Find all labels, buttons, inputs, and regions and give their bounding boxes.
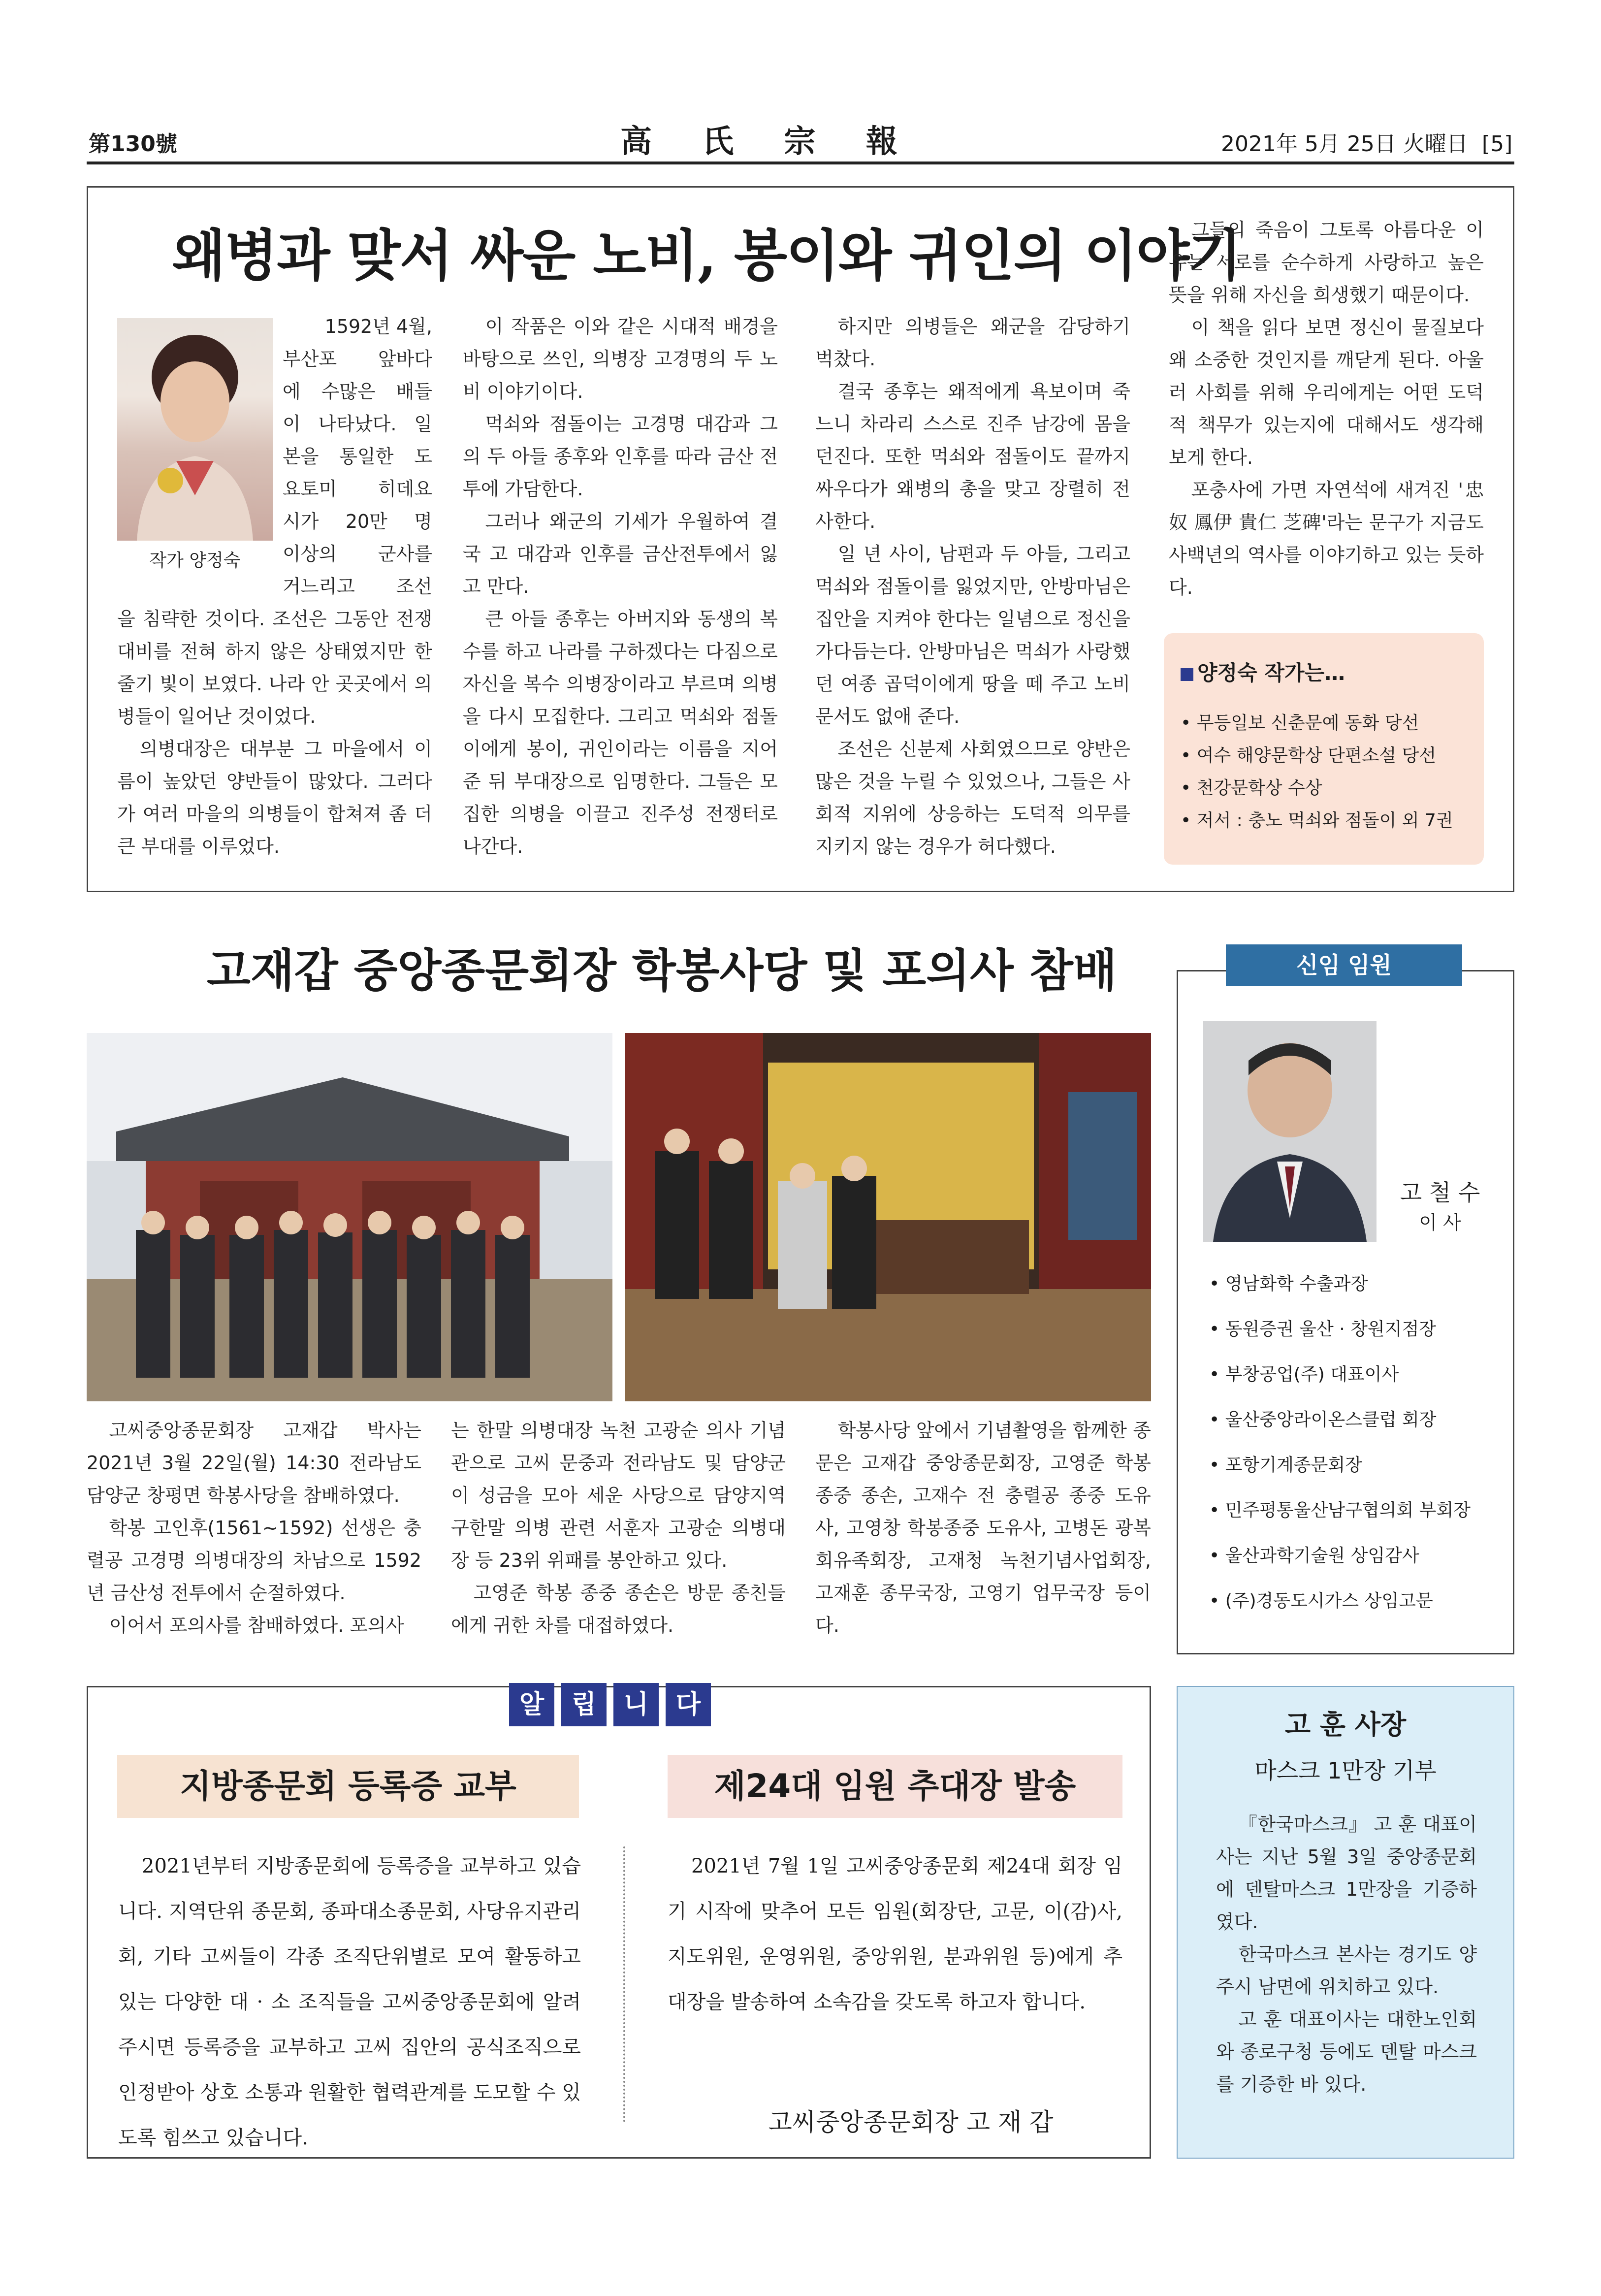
author-box-item: • 천강문학상 수상 bbox=[1181, 778, 1322, 798]
col1-line-5: 요토미 히데요 bbox=[283, 478, 432, 500]
col3-p3: 일 년 사이, 남편과 두 아들, 그리고 먹쇠와 점돌이를 잃었지만, 안방마님은 집안을 지켜야 한다는 일념으로 정신을 가다듬는다. 안방마님은 먹쇠가 사랑했던 여종 곱덕이에게 땅을 떼 주고 노비 문서도 없애 준다. bbox=[815, 543, 1130, 727]
donation-p2: 한국마스크 본사는 경기도 양주시 남면에 위치하고 있다. bbox=[1216, 1943, 1477, 1998]
article1-col2 bbox=[463, 310, 778, 863]
officer-photo bbox=[1203, 1021, 1377, 1242]
masthead: 高 氏 宗 報 bbox=[620, 123, 917, 160]
officer-career-list bbox=[1209, 1261, 1471, 1624]
article1-col1-wrap bbox=[283, 310, 432, 603]
shrine-interior-photo-icon bbox=[625, 1033, 1151, 1401]
officer-career-item: • 울산과학기술원 상임감사 bbox=[1209, 1546, 1419, 1566]
col1-line-6: 시가 20만 명 bbox=[283, 511, 432, 532]
a2-col1-p2: 학봉 고인후(1561~1592) 선생은 충렬공 고경명 의병대장의 차남으로 1592년 금산성 전투에서 순절하였다. bbox=[87, 1517, 421, 1604]
a2-col1-p3: 이어서 포의사를 참배하였다. 포의사 bbox=[109, 1615, 404, 1636]
col4-p3: 포충사에 가면 자연석에 새겨진 '忠奴 鳳伊 貴仁 芝碑'라는 문구가 지금도 사백년의 역사를 이야기하고 있는 듯하다. bbox=[1169, 479, 1484, 598]
issue-date bbox=[1221, 126, 1512, 158]
date-text: 2021年 5月 25日 火曜日 bbox=[1221, 131, 1468, 157]
col1-line-3: 이 나타났다. 일 bbox=[283, 413, 432, 435]
officer-career-item: • 포항기계종문회장 bbox=[1209, 1455, 1362, 1475]
author-portrait-icon bbox=[117, 318, 273, 541]
article1-col4 bbox=[1169, 214, 1484, 604]
notice-right-body: 2021년 7월 1일 고씨중앙종문회 제24대 회장 임기 시작에 맞추어 모든 임원(회장단, 고문, 이(감)사, 지도위원, 운영위원, 중앙위원, 분과위원 등)에게 추대장을 발송하여 소속감을 갖도록 하고자 합니다. bbox=[668, 1855, 1122, 2013]
notice-divider bbox=[623, 1846, 625, 2122]
officer-career-item: • 울산중앙라이온스클럽 회장 bbox=[1209, 1410, 1437, 1430]
a2-col1-p1: 고씨중앙종문회장 고재갑 박사는 2021년 3월 22일(월) 14:30 전라남도 담양군 창평면 학봉사당을 참배하였다. bbox=[87, 1420, 421, 1506]
header-rule bbox=[87, 162, 1514, 164]
officer-career-item: • 동원증권 울산 · 창원지점장 bbox=[1209, 1319, 1436, 1339]
issue-number: 第130號 bbox=[89, 131, 177, 157]
article2-col2 bbox=[451, 1414, 786, 1642]
article1-title: 왜병과 맞서 싸운 노비, 봉이와 귀인의 이야기 bbox=[172, 224, 1241, 288]
col1-line-0: 1592년 4월, bbox=[324, 316, 432, 337]
a2-col2-p1: 는 한말 의병대장 녹천 고광순 의사 기념관으로 고씨 문중과 전라남도 및 담양군이 성금을 모아 세운 사당으로 담양지역 구한말 의병 관련 서훈자 고광순 의병대장 등 23위 위패를 봉안하고 있다. bbox=[451, 1420, 786, 1571]
author-photo-caption: 작가 양정숙 bbox=[149, 550, 241, 571]
col1-line-7: 이상의 군사를 bbox=[283, 543, 432, 565]
officer-portrait-icon bbox=[1203, 1021, 1377, 1242]
author-photo bbox=[117, 318, 273, 541]
officer-career-item: • 민주평통울산남구협의회 부회장 bbox=[1209, 1500, 1471, 1520]
donation-body bbox=[1216, 1808, 1477, 2101]
col2-p4: 큰 아들 종후는 아버지와 동생의 복수를 하고 나라를 구하겠다는 다짐으로 자신을 복수 의병장이라고 부르며 의병을 다시 모집한다. 그리고 먹쇠와 점돌이에게 봉이, 귀인이라는 이름을 지어 준 뒤 부대장으로 임명한다. 그들은 모집한 의병을 이끌고 진주성 전쟁터로 나간다. bbox=[463, 608, 778, 857]
donation-p3: 고 훈 대표이사는 대한노인회와 종로구청 등에도 덴탈 마스크를 기증한 바 있다. bbox=[1216, 2008, 1477, 2095]
notice-left-body: 2021년부터 지방종문회에 등록증을 교부하고 있습니다. 지역단위 종문회, 종파대소종문회, 사당유지관리회, 기타 고씨들이 각종 조직단위별로 모여 활동하고 있는 다양한 대 · 소 조직들을 고씨중앙종문회에 알려 주시면 등록증을 교부하고 고씨 집안의 공식조직으로 인정받아 상호 소통과 원활한 협력관계를 도모할 수 있도록 힘쓰고 있습니다. bbox=[118, 1855, 581, 2149]
square-bullet-icon bbox=[1181, 668, 1193, 681]
notice-right-title: 제24대 임원 추대장 발송 bbox=[668, 1755, 1122, 1818]
group-photo bbox=[87, 1033, 612, 1401]
interior-photo bbox=[625, 1033, 1151, 1401]
donation-p1: 『한국마스크』 고 훈 대표이사는 지난 5월 3일 중앙종문회에 덴탈마스크 1만장을 기증하였다. bbox=[1216, 1813, 1477, 1933]
officer-career-item: • 영남화학 수출과장 bbox=[1209, 1274, 1368, 1294]
col1-line-2: 에 수많은 배들 bbox=[283, 381, 432, 402]
col1-line-4: 본을 통일한 도 bbox=[283, 446, 432, 467]
page-number: [5] bbox=[1481, 131, 1513, 157]
donation-title: 고 훈 사장 bbox=[1284, 1709, 1407, 1740]
col1-line-8: 거느리고 조선 bbox=[283, 576, 432, 597]
officer-position: 이 사 bbox=[1419, 1212, 1461, 1233]
col1-p1-rest: 을 침략한 것이다. 조선은 그동안 전쟁 대비를 전혀 하지 않은 상태였지만 한줄기 빛이 보였다. 나라 안 곳곳에서 의병들이 일어난 것이었다. bbox=[117, 608, 432, 727]
notice-banner-char: 알 bbox=[509, 1683, 554, 1726]
article2-title: 고재갑 중앙종문회장 학봉사당 및 포의사 참배 bbox=[207, 944, 1117, 997]
a2-col2-p2: 고영준 학봉 종중 종손은 방문 종친들에게 귀한 차를 대접하였다. bbox=[451, 1582, 786, 1636]
notice-banner-char: 니 bbox=[613, 1683, 659, 1726]
col4-p2: 이 책을 읽다 보면 정신이 물질보다 왜 소중한 것인지를 깨닫게 된다. 아울러 사회를 위해 우리에게는 어떤 도덕적 책무가 있는지에 대해서도 생각해 보게 한다. bbox=[1169, 317, 1484, 468]
col3-p4: 조선은 신분제 사회였으므로 양반은 많은 것을 누릴 수 있었으나, 그들은 사회적 지위에 상응하는 도덕적 의무를 지키지 않는 경우가 허다했다. bbox=[815, 738, 1130, 857]
col2-p2: 먹쇠와 점돌이는 고경명 대감과 그의 두 아들 종후와 인후를 따라 금산 전투에 가담한다. bbox=[463, 413, 778, 500]
a2-col3-p1: 학봉사당 앞에서 기념촬영을 함께한 종문은 고재갑 중앙종문회장, 고영준 학봉종중 종손, 고재수 전 충렬공 종중 도유사, 고영창 학봉종중 도유사, 고병돈 광복회유족회장, 고재청 녹천기념사업회장, 고재훈 종무국장, 고영기 업무국장 등이다. bbox=[815, 1420, 1151, 1636]
notice-signature: 고씨중앙종문회장 고 재 갑 bbox=[768, 2108, 1054, 2136]
notice-banner bbox=[509, 1683, 711, 1726]
col1-p2: 의병대장은 대부분 그 마을에서 이름이 높았던 양반들이 많았다. 그러다가 여러 마을의 의병들이 합쳐져 좀 더 큰 부대를 이루었다. bbox=[117, 738, 432, 857]
author-box-list bbox=[1181, 707, 1453, 837]
officer-name: 고 철 수 bbox=[1400, 1179, 1480, 1206]
author-box bbox=[1164, 633, 1484, 865]
col3-p1: 하지만 의병들은 왜군을 감당하기 벅찼다. bbox=[815, 316, 1130, 370]
article2-col1 bbox=[87, 1414, 421, 1642]
author-box-title: 양정숙 작가는… bbox=[1197, 661, 1345, 685]
col2-p1: 이 작품은 이와 같은 시대적 배경을 바탕으로 쓰인, 의병장 고경명의 두 노비 이야기이다. bbox=[463, 316, 778, 402]
author-box-item: • 무등일보 신춘문예 동화 당선 bbox=[1181, 713, 1419, 733]
article1-col3 bbox=[815, 310, 1130, 863]
col3-p2: 결국 종후는 왜적에게 욕보이며 죽느니 차라리 스스로 진주 남강에 몸을 던진다. 또한 먹쇠와 점돌이도 끝까지 싸우다가 왜병의 총을 맞고 장렬히 전사한다. bbox=[815, 381, 1130, 532]
officer-career-item: • (주)경동도시가스 상임고문 bbox=[1209, 1591, 1433, 1611]
author-box-title-wrap bbox=[1181, 657, 1345, 686]
shrine-group-photo-icon bbox=[87, 1033, 612, 1401]
officer-career-item: • 부창공업(주) 대표이사 bbox=[1209, 1364, 1399, 1385]
col1-line-1: 부산포 앞바다 bbox=[283, 348, 432, 370]
officer-banner: 신임 임원 bbox=[1226, 944, 1462, 986]
notice-banner-char: 립 bbox=[561, 1683, 607, 1726]
article1-col1-lower bbox=[117, 603, 432, 863]
notice-banner-char: 다 bbox=[666, 1683, 711, 1726]
article2-col3 bbox=[815, 1414, 1151, 1642]
donation-subtitle: 마스크 1만장 기부 bbox=[1254, 1757, 1437, 1784]
notice-left-title: 지방종문회 등록증 교부 bbox=[117, 1755, 579, 1818]
col2-p3: 그러나 왜군의 기세가 우월하여 결국 고 대감과 인후를 금산전투에서 잃고 만다. bbox=[463, 511, 778, 597]
col4-p1: 그들의 죽음이 그토록 아름다운 이유는 서로를 순수하게 사랑하고 높은 뜻을 위해 자신을 희생했기 때문이다. bbox=[1169, 219, 1484, 306]
author-box-item: • 여수 해양문학상 단편소설 당선 bbox=[1181, 745, 1437, 766]
author-box-item: • 저서 : 충노 먹쇠와 점돌이 외 7권 bbox=[1181, 810, 1453, 831]
